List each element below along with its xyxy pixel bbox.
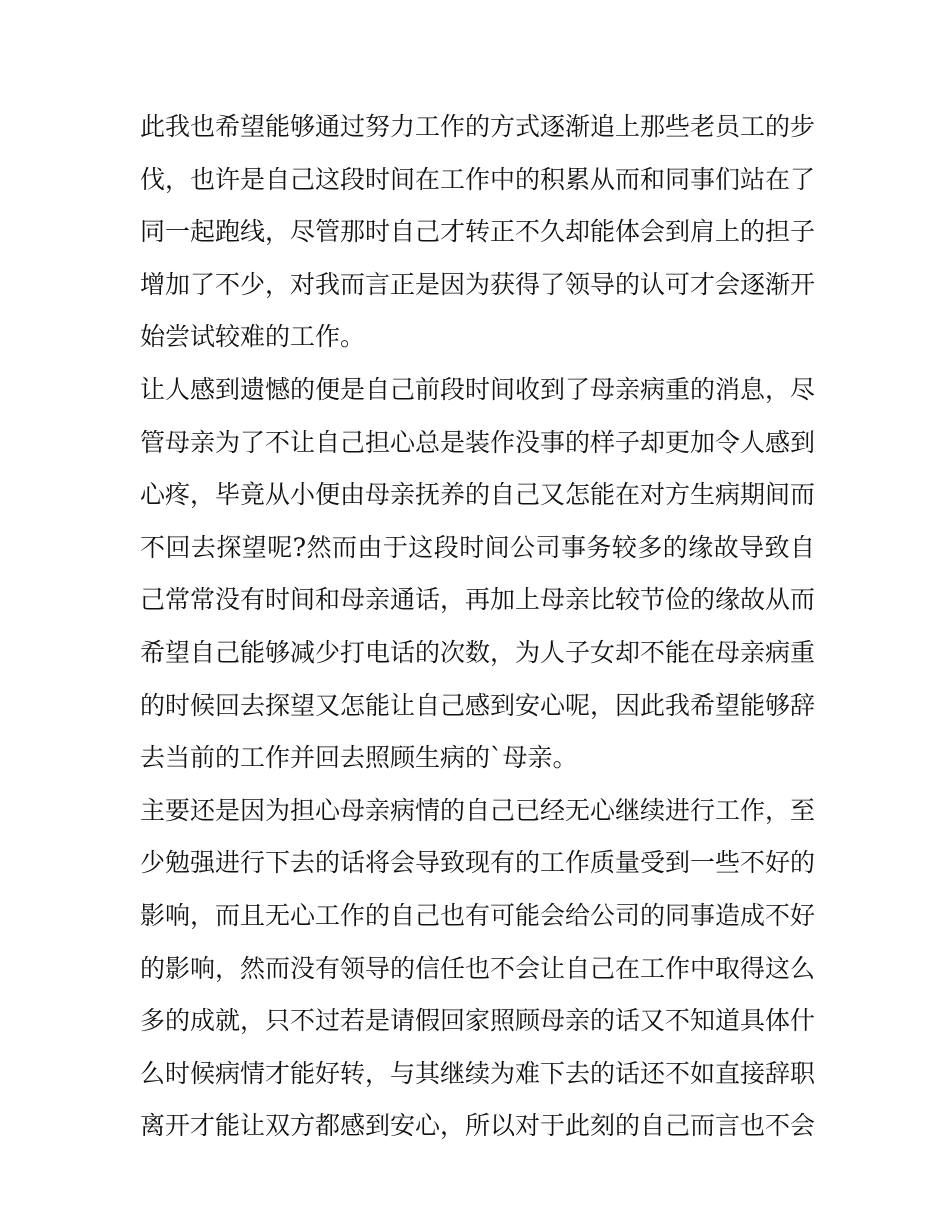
text-line-7: 管母亲为了不让自己担心总是装作没事的样子却更加令人感到 xyxy=(140,427,816,457)
text-line-3: 同一起跑线，尽管那时自己才转正不久却能体会到肩上的担子 xyxy=(140,217,816,247)
text-line-5: 始尝试较难的工作。 xyxy=(140,322,366,352)
text-line-18: 多的成就，只不过若是请假回家照顾母亲的话又不知道具体什 xyxy=(140,1006,816,1036)
text-line-20: 离开才能让双方都感到安心，所以对于此刻的自己而言也不会 xyxy=(140,1111,816,1141)
text-line-12: 的时候回去探望又怎能让自己感到安心呢，因此我希望能够辞 xyxy=(140,690,816,720)
text-line-19: 么时候病情才能好转，与其继续为难下去的话还不如直接辞职 xyxy=(140,1058,816,1088)
text-line-13: 去当前的工作并回去照顾生病的`母亲。 xyxy=(140,743,578,773)
text-line-4: 增加了不少，对我而言正是因为获得了领导的认可才会逐渐开 xyxy=(140,269,816,299)
text-line-16: 影响，而且无心工作的自己也有可能会给公司的同事造成不好 xyxy=(140,900,816,930)
text-line-14: 主要还是因为担心母亲病情的自己已经无心继续进行工作，至 xyxy=(140,795,816,825)
text-line-6: 让人感到遗憾的便是自己前段时间收到了母亲病重的消息，尽 xyxy=(140,374,816,404)
text-line-1: 此我也希望能够通过努力工作的方式逐渐追上那些老员工的步 xyxy=(140,112,816,141)
text-line-10: 己常常没有时间和母亲通话，再加上母亲比较节俭的缘故从而 xyxy=(140,585,816,615)
text-line-2: 伐，也许是自己这段时间在工作中的积累从而和同事们站在了 xyxy=(140,164,816,194)
text-line-17: 的影响，然而没有领导的信任也不会让自己在工作中取得这么 xyxy=(140,953,816,983)
text-line-9: 不回去探望呢?然而由于这段时间公司事务较多的缘故导致自 xyxy=(140,532,815,562)
text-line-15: 少勉强进行下去的话将会导致现有的工作质量受到一些不好的 xyxy=(140,848,816,878)
text-line-8: 心疼，毕竟从小便由母亲抚养的自己又怎能在对方生病期间而 xyxy=(140,480,816,510)
document-body xyxy=(140,101,815,1153)
text-line-11: 希望自己能够减少打电话的次数，为人子女却不能在母亲病重 xyxy=(140,637,816,667)
